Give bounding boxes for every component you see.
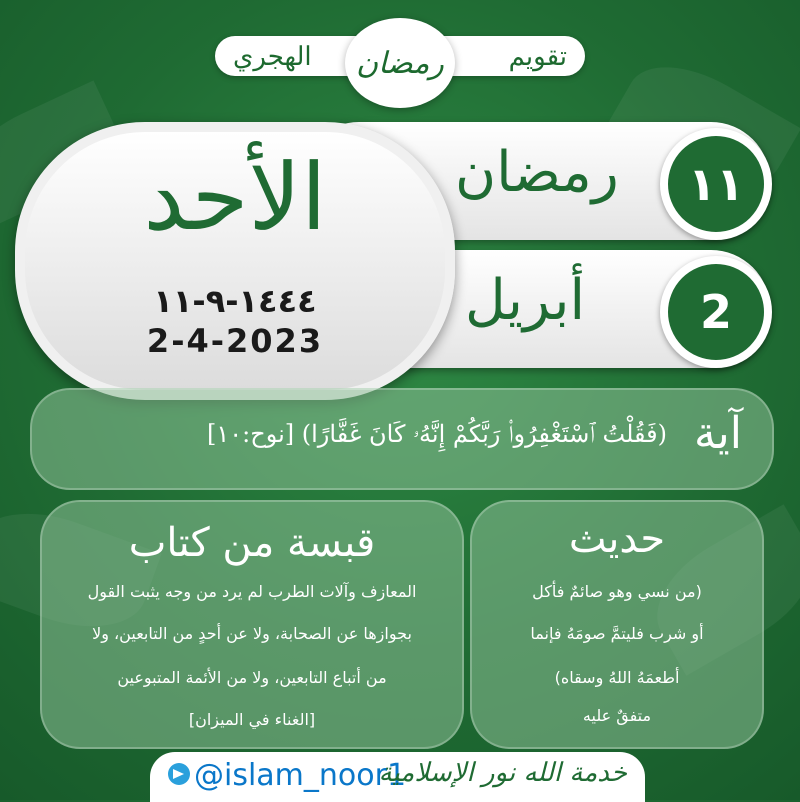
hadith-title: حديث bbox=[568, 516, 666, 562]
book-quote-line: من أتباع التابعين، ولا من الأئمة المتبوعين bbox=[117, 668, 387, 687]
hadith-line: أو شرب فليتمَّ صومَهُ فإنما bbox=[530, 624, 704, 643]
hadith-card bbox=[470, 500, 764, 749]
title-ramadan: رمضان bbox=[345, 18, 455, 108]
verse-panel bbox=[30, 388, 774, 490]
hijri-day-number: ١١ bbox=[660, 128, 772, 240]
title-hijri: الهجري bbox=[233, 42, 312, 72]
footer-bar bbox=[150, 752, 645, 802]
verse-label: آية bbox=[693, 408, 742, 459]
footer-signature: خدمة الله نور الإسلامية bbox=[378, 758, 627, 788]
book-quote-title: قبسة من كتاب bbox=[128, 520, 376, 566]
gregorian-date: 2-4-2023 bbox=[146, 322, 324, 360]
book-quote-line: بجوازها عن الصحابة، ولا عن أحدٍ من التابعين، ولا bbox=[92, 624, 412, 643]
hadith-line: (من نسي وهو صائمٌ فأكل bbox=[532, 582, 702, 601]
hadith-line: أطعمَهُ اللهُ وسقاه) bbox=[554, 668, 680, 687]
hijri-date: ١٤٤٤-٩-١١ bbox=[153, 282, 317, 320]
gregorian-month-name: أبريل bbox=[465, 268, 586, 333]
telegram-handle: @islam_noor1 bbox=[194, 758, 407, 793]
calendar-title bbox=[215, 18, 585, 90]
hadith-source: متفقٌ عليه bbox=[582, 706, 652, 725]
hijri-month-name: رمضان bbox=[455, 140, 619, 205]
book-quote-card bbox=[40, 500, 464, 749]
day-name: الأحد bbox=[143, 144, 327, 251]
verse-text: (فَقُلْتُ ٱسْتَغْفِرُوا۟ رَبَّكُمْ إِنَّهُۥ كَانَ غَفَّارًا) [نوح:١٠] bbox=[206, 420, 667, 448]
gregorian-day-number: 2 bbox=[660, 256, 772, 368]
book-quote-source: [الغناء في الميزان] bbox=[188, 710, 316, 729]
title-calendar: تقويم bbox=[508, 42, 567, 72]
day-panel bbox=[15, 122, 455, 400]
telegram-icon bbox=[168, 763, 190, 785]
book-quote-line: المعازف وآلات الطرب لم يرد من وجه يثبت القول bbox=[87, 582, 417, 601]
telegram-link[interactable] bbox=[168, 758, 406, 793]
